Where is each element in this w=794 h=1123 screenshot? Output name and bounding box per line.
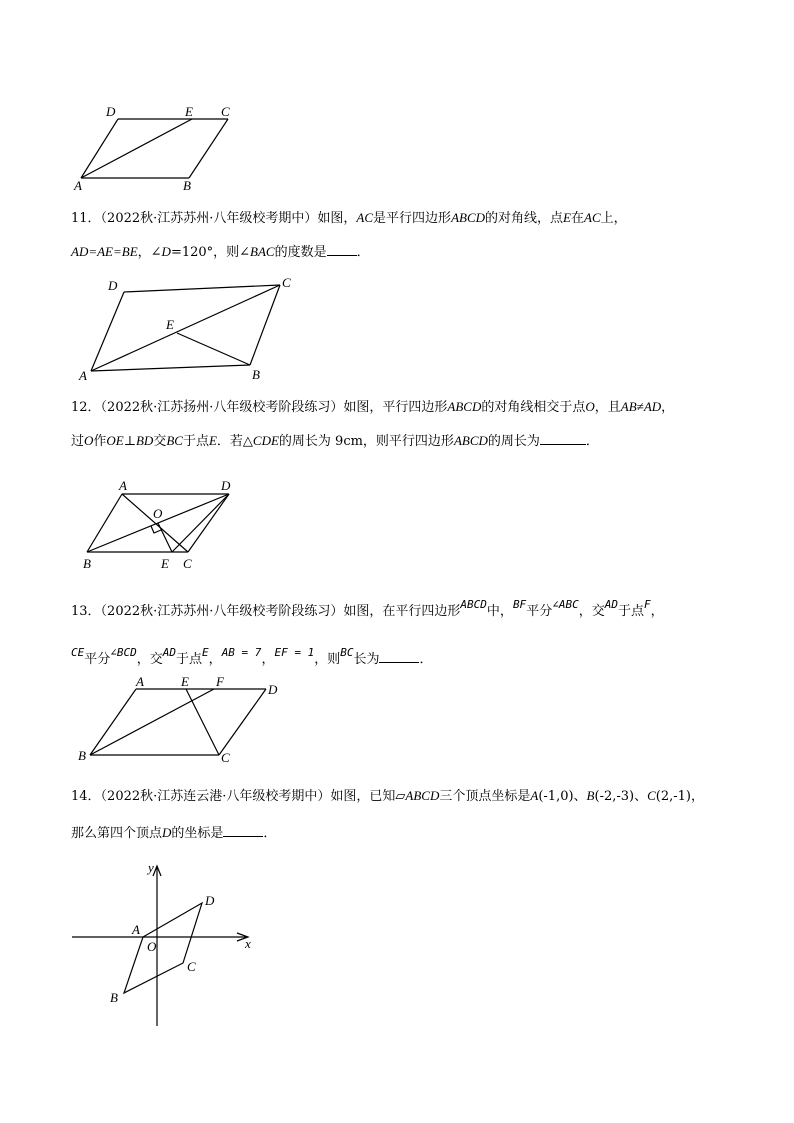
q13-text: ，交 <box>136 652 163 667</box>
q13-math: F <box>643 598 651 611</box>
q12-text: 的周长为 9cm，则平行四边形 <box>278 434 454 449</box>
q11-var: BAC <box>250 244 275 259</box>
q11-text: 如图， <box>317 211 357 226</box>
q12-text: ． <box>585 434 599 449</box>
q13-math: ∠BCD <box>110 646 137 659</box>
q14-var: C <box>647 788 656 803</box>
q14-var: A <box>530 788 539 803</box>
q11-text: ，∠ <box>137 245 162 260</box>
q11-var: AC <box>584 210 601 225</box>
q13-text: 于点 <box>176 652 203 667</box>
q12-label-A: A <box>119 478 127 493</box>
q13-text: 平分 <box>84 652 111 667</box>
q11-text: 是平行四边形 <box>373 211 452 226</box>
q11-source: （2022秋·江苏苏州·八年级校考期中） <box>100 211 318 226</box>
q11-var: D <box>161 244 171 259</box>
q10-label-B: B <box>183 178 191 193</box>
q11-number: 11． <box>71 211 101 226</box>
q13-label-C: C <box>221 750 230 765</box>
q14-var: ABCD <box>405 788 440 803</box>
q14-label-x: x <box>245 936 251 951</box>
q13-label-F: F <box>216 674 224 689</box>
q11-var: AD=AE=BE <box>71 244 138 259</box>
q12-var: O <box>84 433 94 448</box>
q12-text: ，且 <box>594 400 621 415</box>
q11-var: ABCD <box>451 210 486 225</box>
q13-text: ， <box>208 652 222 667</box>
q12-label-C: C <box>183 556 192 571</box>
q13-math: AD <box>604 598 618 611</box>
q14-text: 的坐标是 <box>171 826 224 841</box>
q12-label-E: E <box>161 556 169 571</box>
q12-text: 交 <box>153 434 167 449</box>
q13-math: AD <box>162 646 177 659</box>
q13-math: AB = 7 <box>221 646 262 659</box>
q12-text: 如图，平行四边形 <box>343 400 448 415</box>
q14-label-B: B <box>110 990 118 1005</box>
q14-label-A: A <box>132 922 140 937</box>
q11-text: 在 <box>570 211 584 226</box>
q12-text: 于点 <box>182 434 209 449</box>
q11-label-E: E <box>166 317 174 332</box>
q10-label-A: A <box>74 178 82 193</box>
q12-var: OE⊥BD <box>106 433 154 448</box>
q14-text: (2,-1)， <box>655 789 704 804</box>
q14-label-y: y <box>148 860 154 875</box>
q11-label-C: C <box>282 275 291 290</box>
q13-math: CE <box>71 646 85 659</box>
q13-text: 中， <box>486 604 513 619</box>
q13-label-A: A <box>136 674 144 689</box>
q13-text: ，交 <box>578 604 605 619</box>
q13-text: ， <box>261 652 275 667</box>
q12-text: 的对角线相交于点 <box>481 400 586 415</box>
q13-text: ，则 <box>314 652 341 667</box>
q11-text: ． <box>356 245 370 260</box>
q11-text: =120°，则∠ <box>170 245 251 260</box>
q13-label-D: D <box>268 682 278 697</box>
q12-var: E <box>208 433 217 448</box>
q13-text: 于点 <box>617 604 644 619</box>
q12-var: AB≠AD <box>620 399 662 414</box>
q11-var: E <box>563 210 571 225</box>
q14-var: B <box>586 788 595 803</box>
q10-label-E: E <box>185 104 193 119</box>
q11-label-B: B <box>252 367 260 382</box>
q13-text: 长为 <box>353 652 380 667</box>
q14-text: ． <box>263 826 277 841</box>
q13-math: ∠ABC <box>552 598 579 611</box>
q13-text: 如图，在平行四边形 <box>343 604 461 619</box>
q13-source: （2022秋·江苏苏州·八年级校考阶段练习） <box>100 604 344 619</box>
q13-text: 平分 <box>526 604 553 619</box>
q14-text: 那么第四个顶点 <box>71 826 163 841</box>
q11-label-A: A <box>79 368 87 383</box>
q12-number: 12． <box>71 400 101 415</box>
q14-text: (-2,-3)、 <box>594 789 648 804</box>
q13-math: BC <box>340 646 354 659</box>
q12-text: 的周长为 <box>487 434 540 449</box>
q10-label-D: D <box>106 104 116 119</box>
q13-text: ， <box>650 604 664 619</box>
q10-label-C: C <box>221 104 230 119</box>
q12-var: BC <box>166 433 183 448</box>
q14-var: D <box>162 825 172 840</box>
q13-math: BF <box>512 598 527 611</box>
q12-var: ABCD <box>447 399 482 414</box>
q11-text: 的度数是 <box>274 245 327 260</box>
q12-var: O <box>585 399 595 414</box>
q13-text: ． <box>419 652 433 667</box>
q11-var: AC <box>356 210 374 225</box>
q14-text: (-1,0)、 <box>538 789 587 804</box>
q14-label-O: O <box>147 939 157 954</box>
q11-text: 的对角线，点 <box>485 211 564 226</box>
q11-text: 上， <box>600 211 627 226</box>
q12-text: ， <box>661 400 675 415</box>
q14-label-D: D <box>205 893 215 908</box>
q14-parallelogram <box>124 903 202 993</box>
q12-label-B: B <box>83 556 91 571</box>
q13-math: ABCD <box>460 598 487 611</box>
q13-label-E: E <box>181 674 189 689</box>
q14-text: 三个顶点坐标是 <box>439 789 531 804</box>
q14-label-C: C <box>187 959 196 974</box>
q12-text: ．若△ <box>216 434 253 449</box>
q13-number: 13． <box>71 604 101 619</box>
q14-text: 如图，已知▱ <box>330 789 406 804</box>
q12-var: ABCD <box>453 433 488 448</box>
q13-label-B: B <box>78 748 86 763</box>
q12-label-D: D <box>221 478 231 493</box>
q11-label-D: D <box>108 278 118 293</box>
q13-math: E <box>202 646 209 659</box>
q12-text: 过 <box>71 434 85 449</box>
q13-math: EF = 1 <box>274 646 315 659</box>
q12-var: CDE <box>252 433 279 448</box>
q12-label-O: O <box>153 506 163 521</box>
q14-number: 14． <box>71 789 101 804</box>
q12-text: 作 <box>93 434 107 449</box>
q12-source: （2022秋·江苏扬州·八年级校考阶段练习） <box>100 400 344 415</box>
q14-source: （2022秋·江苏连云港·八年级校考期中） <box>100 789 331 804</box>
